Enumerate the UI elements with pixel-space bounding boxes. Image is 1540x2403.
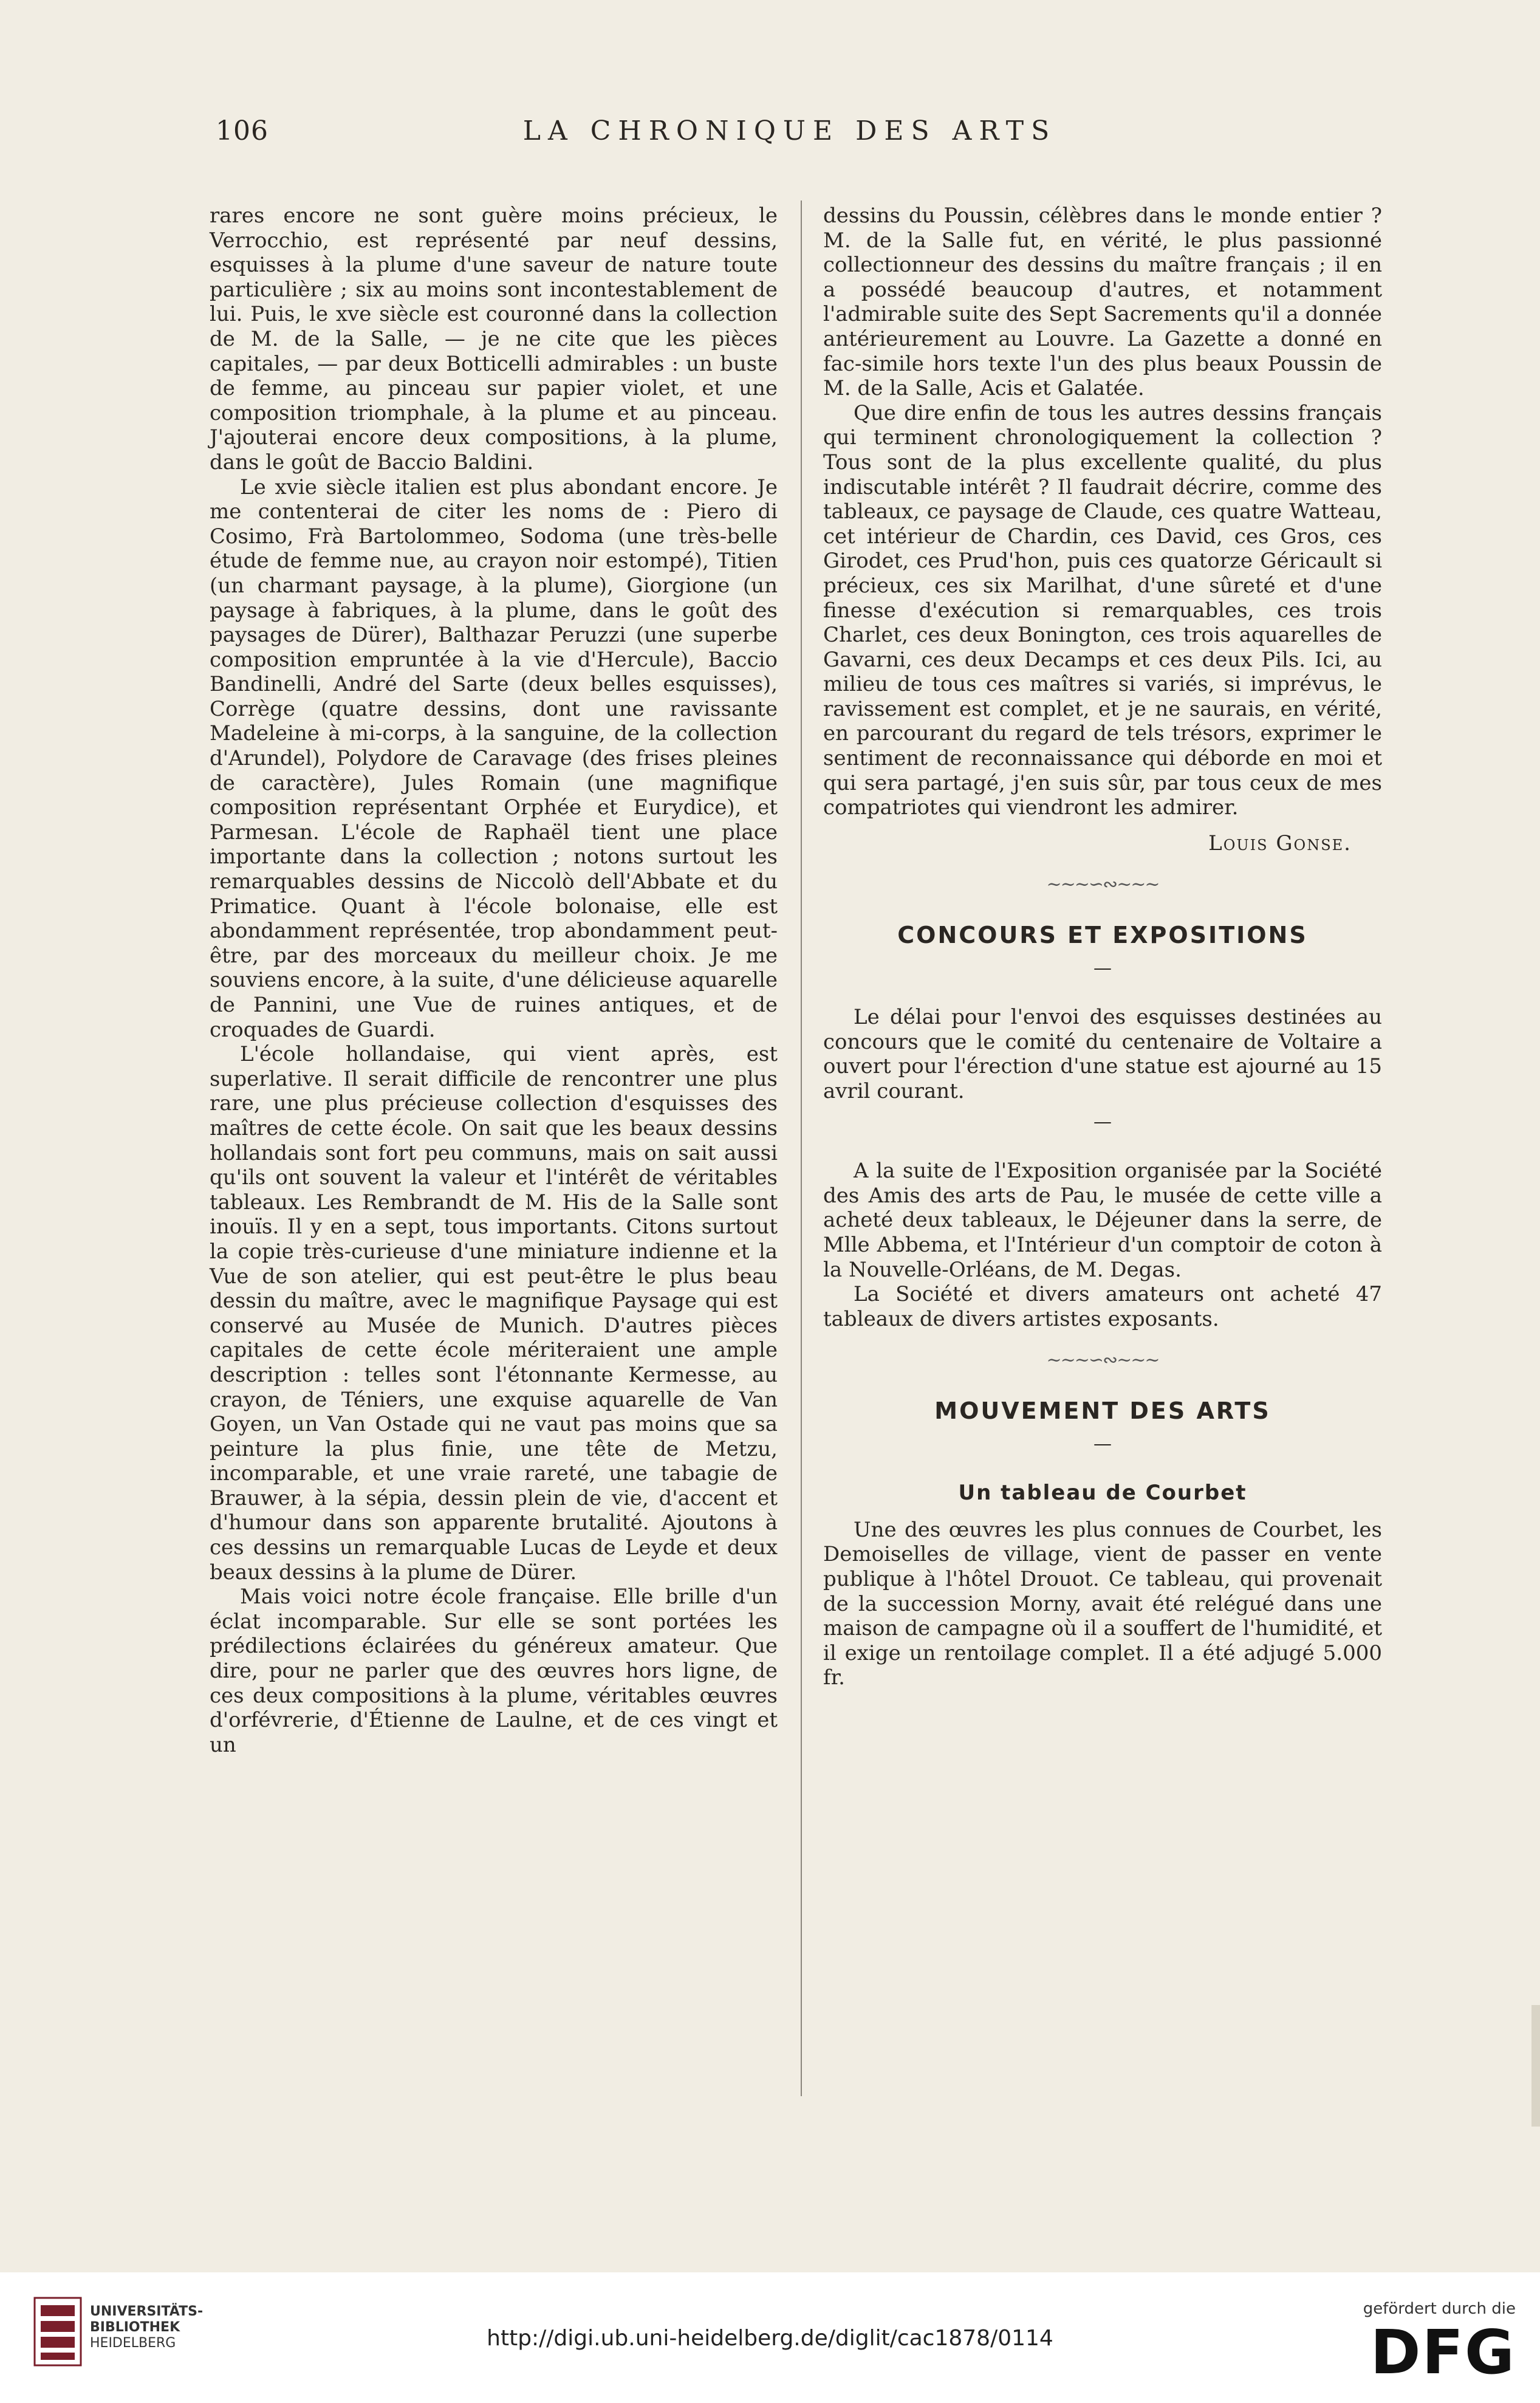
library-line-1: UNIVERSITÄTS- (90, 2304, 204, 2319)
author-signature: Louis Gonse. (1208, 831, 1352, 855)
library-line-2: BIBLIOTHEK (90, 2320, 180, 2335)
left-paragraph-2: Le xvie siècle italien est plus abondant encore. Je me contenterai de citer les noms de : Piero di Cosimo, Frà Bartolommeo, Sodoma (une très-belle étude de femme nue, au crayon noir estompé), Titien (un charmant paysage, à la plume), Giorgione (un paysage à fabriques, à la plume, dans le goût des paysages de Dürer), Balthazar Peruzzi (une superbe composition empruntée à la vie d'Hercule), Baccio Bandinelli, André del Sarte (deux belles esquisses), Corrège (quatre dessins, dont une ravissante Madeleine à mi-corps, à la sanguine, de la collection d'Arundel), Polydore de Caravage (des frises pleines de caractère), Jules Romain (une magnifique composition représentant Orphée et Eurydice), et Parmesan. L'école de Raphaël tient une place importante dans la collection ; notons surtout les remarquables dessins de Niccolò dell'Abbate et du Primatice. Quant à l'école bolonaise, elle est abondamment représentée, trop abondamment peut-être, par des morceaux du meilleur choix. Je me souviens encore, à la suite, d'une délicieuse aquarelle de Pannini, une Vue de ruines antiques, et de croquades de Guardi. (210, 475, 778, 1042)
ornament-divider: ~~~∽∾~~~ (1046, 874, 1159, 896)
left-paragraph-1: rares encore ne sont guère moins précieux, le Verrocchio, est représenté par neuf dessins, esquisses à la plume d'une saveur de nature toute particulière ; six au moins sont incontestablement de lui. Puis, le xve siècle est couronné dans la collection de M. de la Salle, — je ne cite que les pièces capitales, — par deux Botticelli admirables : un buste de femme, au pinceau sur papier violet, et une composition triomphale, à la plume et au pinceau. J'ajouterai encore deux compositions, à la plume, dans le goût de Baccio Baldini. (210, 204, 778, 475)
library-line-3: HEIDELBERG (90, 2336, 176, 2351)
dfg-logo: DFG (1370, 2317, 1516, 2388)
section-heading-concours: CONCOURS ET EXPOSITIONS (897, 922, 1308, 949)
page-number: 106 (216, 115, 269, 146)
ornament-divider-2: ~~~∽∾~~~ (1046, 1349, 1159, 1371)
right-paragraph-1: dessins du Poussin, célèbres dans le monde entier ? M. de la Salle fut, en vérité, le plus passionné collectionneur des dessins du maître français ; il en a possédé beaucoup d'autres, et notamment l'admirable suite des Sept Sacrements qu'il a donnée antérieurement au Louvre. La Gazette a donné en fac-simile hors texte l'un des plus beaux Poussin de M. de la Salle, Acis et Galatée. (823, 204, 1382, 401)
heading-dash-2: — (1093, 1433, 1112, 1455)
journal-title: LA CHRONIQUE DES ARTS (522, 115, 1057, 146)
separator-dash: — (1093, 1111, 1112, 1133)
concours-paragraph-3: La Société et divers amateurs ont acheté 47 tableaux de divers artistes exposants. (823, 1282, 1382, 1331)
section-heading-mouvement: MOUVEMENT DES ARTS (934, 1397, 1271, 1424)
left-column (210, 204, 778, 1757)
column-divider (801, 201, 802, 2096)
right-paragraph-2: Que dire enfin de tous les autres dessins français qui terminent chronologiquement la collection ? Tous sont de la plus excellente qualité, du plus indiscutable intérêt ? Il faudrait décrire, comme des tableaux, ce paysage de Claude, ces quatre Watteau, cet intérieur de Chardin, ces David, ces Gros, ces Girodet, ces Prud'hon, puis ces quatorze Géricault si précieux, ces six Marilhat, d'une sûreté et d'une finesse d'exécution si remarquables, ces trois Charlet, ces deux Bonington, ces trois aquarelles de Gavarni, ces deux Decamps et ces deux Pils. Ici, au milieu de tous ces maîtres si variés, si imprévus, le ravissement est complet, et je ne saurais, en vérité, en parcourant du regard de tels trésors, exprimer le sentiment de reconnaissance qui déborde en moi et qui sera partagé, j'en suis sûr, par tous ceux de mes compatriotes qui viendront les admirer. (823, 400, 1382, 820)
concours-paragraph-2: A la suite de l'Exposition organisée par la Société des Amis des arts de Pau, le musée de cette ville a acheté deux tableaux, le Déjeuner dans la serre, de Mlle Abbema, et l'Intérieur d'un comptoir de coton à la Nouvelle-Orléans, de M. Degas. (823, 1159, 1382, 1282)
left-paragraph-3: L'école hollandaise, qui vient après, est superlative. Il serait difficile de rencontrer une plus rare, une plus précieuse collection d'esquisses des maîtres de cette école. On sait que les beaux dessins hollandais sont fort peu communs, mais on sait aussi qu'ils ont souvent la valeur et l'intérêt de véritables tableaux. Les Rembrandt de M. His de la Salle sont inouïs. Il y en a sept, tous importants. Citons surtout la copie très-curieuse d'une miniature indienne et la Vue de son atelier, qui est peut-être le plus beau dessin du maître, avec le magnifique Paysage qui est conservé au Musée de Munich. D'autres pièces capitales de cette école mériteraient une ample description : telles sont l'étonnante Kermesse, au crayon, de Téniers, une exquise aquarelle de Van Goyen, un Van Ostade qui ne vaut pas moins que sa peinture la plus finie, une tête de Metzu, incomparable, et une vraie rareté, une tabagie de Brauwer, à la sépia, dessin plein de vie, d'accent et d'humour dans son apparente brutalité. Ajoutons à ces dessins un remarquable Lucas de Leyde et deux beaux dessins à la plume de Dürer. (210, 1042, 778, 1585)
page-edge-smudge (1531, 2005, 1540, 2127)
heading-dash: — (1093, 957, 1112, 979)
concours-paragraph-1: Le délai pour l'envoi des esquisses destinées au concours que le comité du centenaire de Voltaire a ouvert pour l'érection d'une statue est ajourné au 15 avril courant. (823, 1005, 1382, 1103)
courbet-paragraph: Une des œuvres les plus connues de Courbet, les Demoiselles de village, vient de passer en vente publique à l'hôtel Drouot. Ce tableau, qui provenait de la succession Morny, avait été relégué dans une maison de campagne où il a souffert de l'humidité, et il exige un rentoilage complet. Il a été adjugé 5.000 fr. (823, 1517, 1382, 1690)
left-paragraph-4: Mais voici notre école française. Elle brille d'un éclat incomparable. Sur elle se sont portées les prédilections éclairées du généreux amateur. Que dire, pour ne parler que des œuvres hors ligne, de ces deux compositions à la plume, véritables œuvres d'orfévrerie, d'Étienne de Laulne, et de ces vingt et un (210, 1585, 778, 1757)
digitization-footer (0, 2272, 1540, 2403)
page-header (200, 115, 1379, 158)
right-column (823, 204, 1382, 1690)
source-url-link[interactable]: http://digi.ub.uni-heidelberg.de/diglit/cac1878/0114 (487, 2326, 1053, 2351)
funded-by-label: gefördert durch die (1363, 2300, 1516, 2318)
subheading-courbet: Un tableau de Courbet (958, 1481, 1247, 1506)
